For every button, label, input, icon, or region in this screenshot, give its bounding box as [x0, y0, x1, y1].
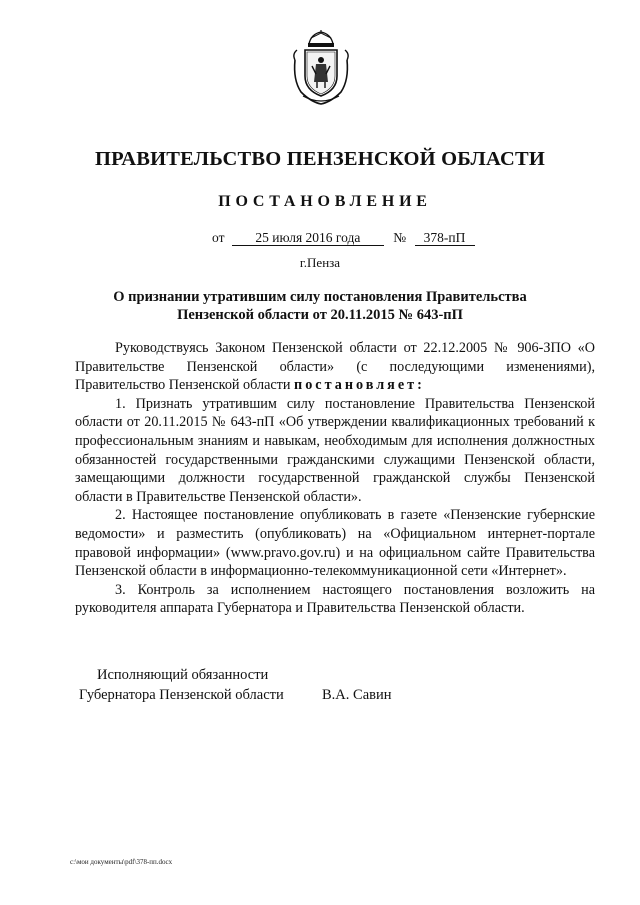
government-title: ПРАВИТЕЛЬСТВО ПЕНЗЕНСКОЙ ОБЛАСТИ — [95, 148, 545, 170]
item-2-paragraph: 2. Настоящее постановление опубликовать в газете «Пензенские губернские ведомости» и разместить (опубликовать) на «Официальном интернет-портале правовой информации» (www.pravo.gov.ru) и на официальном сайте Правительства Пензенской области в информационно-телекоммуникационной сети «Интернет». — [75, 507, 595, 580]
date-number-line — [212, 230, 475, 246]
coat-of-arms-icon — [291, 30, 351, 106]
document-type-title: ПОСТАНОВЛЕНИЕ — [218, 193, 432, 210]
item-1-paragraph: 1. Признать утратившим силу постановление Правительства Пензенской области от 20.11.2015 № 643-пП «Об утверждении квалификационных требований к профессиональным знаниям и навыкам, необходимым для исполнения должностных обязанностей государственными гражданскими служащими Пензенской области, замещающими должности государственной гражданской службы Пензенской области в Правительстве Пензенской области». — [75, 395, 595, 505]
number-sign-label: № — [393, 230, 407, 245]
preamble-paragraph — [75, 339, 595, 395]
signer-position-line-2: Губернатора Пензенской области — [79, 687, 284, 703]
document-subject: О признании утратившим силу постановления Правительства Пензенской области от 20.11.2015 № 643-пП — [113, 289, 527, 323]
resolves-word: постановляет: — [294, 377, 425, 394]
preamble-text: Руководствуясь Законом Пензенской области от 22.12.2005 № 906-ЗПО «О Правительстве Пензенской области» (с последующими изменениями), Правительство Пензенской области — [75, 340, 595, 394]
issuing-city: г.Пенза — [299, 255, 341, 270]
document-body — [75, 339, 595, 618]
item-3-paragraph: 3. Контроль за исполнением настоящего постановления возложить на руководителя аппарата Губернатора и Правительства Пензенской области. — [75, 581, 595, 617]
document-number: 378-пП — [415, 231, 475, 246]
document-date: 25 июля 2016 года — [232, 231, 384, 246]
signer-position-line-1: Исполняющий обязанности — [97, 667, 269, 683]
date-prefix-label: от — [212, 230, 225, 245]
signer-name: В.А. Савин — [322, 687, 392, 703]
file-path-footer: c:\мои документы\pdf\378-пп.docx — [70, 858, 173, 866]
